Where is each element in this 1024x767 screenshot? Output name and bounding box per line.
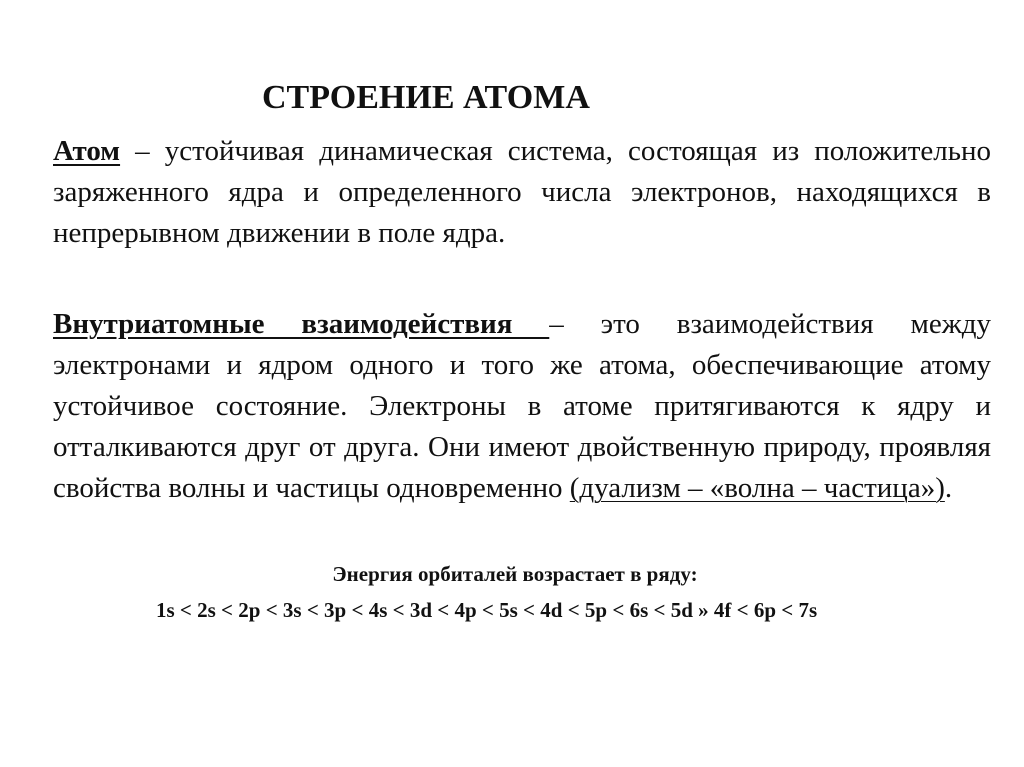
energy-caption: Энергия орбиталей возрастает в ряду: [332,562,698,586]
interactions-definition-paragraph [53,304,991,509]
dualism-phrase: (дуализм – «волна – частица») [569,472,945,504]
interactions-term: Внутриатомные взаимодействия [53,308,550,340]
interactions-definition-text: – это взаимодействия между электронами и ядром одного и того же атома, обеспечивающие атому устойчивое состояние. Электроны в атоме притягиваются к ядру и отталкиваются друг от друга. Они имеют двойственную природу, проявляя свойства волны и частицы одновременно [53,308,991,504]
interactions-definition-end: . [944,472,953,504]
energy-series: 1s < 2s < 2p < 3s < 3p < 4s < 3d < 4p < 5s < 4d < 5p < 6s < 5d » 4f < 6p < 7s [156,598,818,622]
atom-definition-text: – устойчивая динамическая система, состоящая из положительно заряженного ядра и определенного числа электронов, находящихся в непрерывном движении в поле ядра. [53,135,991,249]
slide-title: СТРОЕНИЕ АТОМА [262,79,590,116]
atom-term: Атом [53,135,121,167]
atom-definition-paragraph [53,131,991,254]
